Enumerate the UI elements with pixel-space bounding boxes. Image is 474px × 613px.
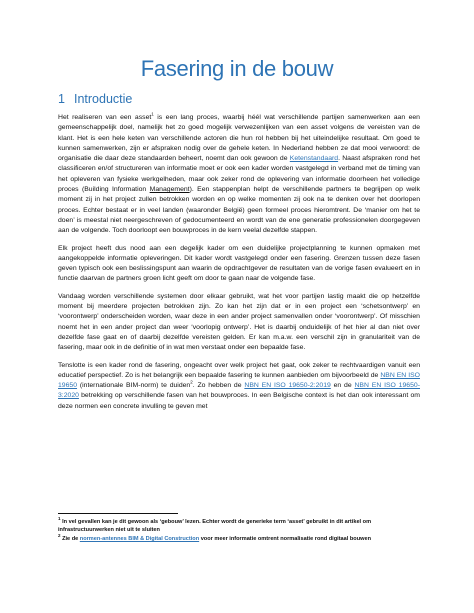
p4-text-b: (internationale BIM-norm) te duiden: [77, 382, 191, 390]
p1-text-b: is een lang proces, waarbij héél wat verschillende partijen samenwerken aan een gemeenschappelijk doel, namelijk het zo goed mogelijk verwezenlijken van een asset volgens de vereisten van de klant. Het is een hele keten van verschillende actoren die hun rol hebben bij het uiteindelijke resultaat. Om goed te kunnen samenwerken, zijn er afspraken nodig over de gehele keten. In Nederland hebben ze dat mooi verwoord: de organisatie die daar deze standaarden beheert, noemt dan ook gewoon de: [58, 114, 420, 163]
footnote-2: [58, 532, 420, 543]
paragraph-1: [58, 113, 420, 237]
management-underlined: Management: [149, 186, 190, 194]
p4-text-a: Tenslotte is een kader rond de fasering, ongeacht over welk project het gaat, ook zeker te rechtvaardigen vanuit een educatief perspectief. Zo is het belangrijk een bepaalde fasering te kunnen aanbieden om bijvoorbeeld de: [58, 361, 420, 379]
normen-antennes-link[interactable]: normen-antennes BIM & Digital Construction: [79, 535, 200, 542]
footnotes: [58, 518, 420, 543]
document-title: Fasering in de bouw: [140, 56, 334, 81]
footnote-1: [58, 518, 420, 535]
paragraph-2: Elk project heeft dus nood aan een degelijk kader om een duidelijke projectplanning te kunnen opmaken met aangekoppelde informatie opleveringen. Dit kader wordt vastgelegd onder een fasering. Grenzen tussen deze fasen geven typisch ook een beslissingspunt aan waarin de opdrachtgever de resultaten van de vorige fasen evalueert en in functie daarvan de partners groen licht geeft om door te gaan naar de volgende fase.: [58, 244, 420, 283]
footnote-2-marker: 2: [58, 532, 61, 538]
footnote-1-marker: 1: [58, 516, 61, 522]
nbn-en-iso-19650-2-link[interactable]: NBN EN ISO 19650-2:2019: [244, 382, 331, 390]
p4-text-e: betrekking op verschillende fasen van het bouwproces. In een Belgische context is het dan ook interessant om deze normen een concrete invulling te geven met: [58, 392, 420, 410]
footnote-ref-2[interactable]: 2: [190, 379, 193, 385]
paragraph-3: Vandaag worden verschillende systemen door elkaar gebruikt, wat het voor partijen lastig maakt die op hetzelfde moment bij meerdere projecten betrokken zijn. Zo kan het zijn dat er in een project een ‘schetsontwerp’ en ‘voorontwerp’ onderscheiden worden, waar deze in een ander project samenvallen onder ‘voorontwerp’. Of misschien noemt het in een ander project dan weer ‘voorlopig ontwerp’. Het is daarbij onduidelijk of het hier al dan niet over dezelfde fase gaat en of daarbij dezelfde vereisten gelden. Er kan m.a.w. een verschil zijn in granulariteit van de fasering, maar ook in de definitie of in wat men verstaat onder een bepaalde fase.: [58, 292, 420, 352]
p4-text-c: . Zo hebben de: [192, 382, 245, 390]
footnote-2-text-b: voor meer informatie omtrent normalisatie rond digitaal bouwen: [199, 535, 372, 542]
p1-text-c: . Naast afspraken rond het classificeren en/of structureren van informatie moet er ook een kader worden vastgelegd in verband met de timing van het opleveren van fysieke werkgelheden, maar ook zeker rond de oplevering van informatie doorheen het volledige proces (Building Information: [58, 155, 421, 194]
p4-text-d: en de: [330, 382, 355, 390]
section-heading: [58, 92, 132, 106]
ketenstandaard-link[interactable]: Ketenstandaard: [289, 155, 339, 163]
p1-text-d: ). Een stappenplan helpt de verschillende partners te begrijpen op welk moment zij in het project zullen betrokken worden en op welke momenten zij ook na te denken over het doorlopen proces. Echter bestaat er in veel landen (waaronder België) geen formeel proces hieromtrent. De ‘manier om het te doen’ is meestal niet neergeschreven of gedocumenteerd en wordt van de ene generatie professionelen doorgegeven aan de volgende. Toch doorloopt een bouwproces in de kern veelal dezelfde stappen.: [58, 186, 420, 235]
body-text: [58, 113, 420, 419]
nbn-en-iso-19650-link[interactable]: NBN EN ISO 19650: [58, 371, 420, 390]
p1-text-a: Het realiseren van een asset: [58, 114, 152, 121]
paragraph-4: [58, 361, 420, 412]
footnote-divider: [58, 513, 178, 514]
nbn-en-iso-19650-3-link[interactable]: NBN EN ISO 19650-3:2020: [58, 382, 420, 400]
footnote-1-text: In vel gevallen kan je dit gewoon als ‘gebouw’ lezen. Echter wordt de generieke term ‘asset’ gebruikt in dit artikel om infrastructuurwerken niet uit te sluiten: [58, 519, 372, 534]
section-number: 1: [58, 92, 65, 106]
footnote-2-text-a: Zie de: [60, 535, 80, 542]
footnote-ref-1[interactable]: 1: [151, 111, 154, 117]
section-title: Introductie: [74, 92, 133, 106]
